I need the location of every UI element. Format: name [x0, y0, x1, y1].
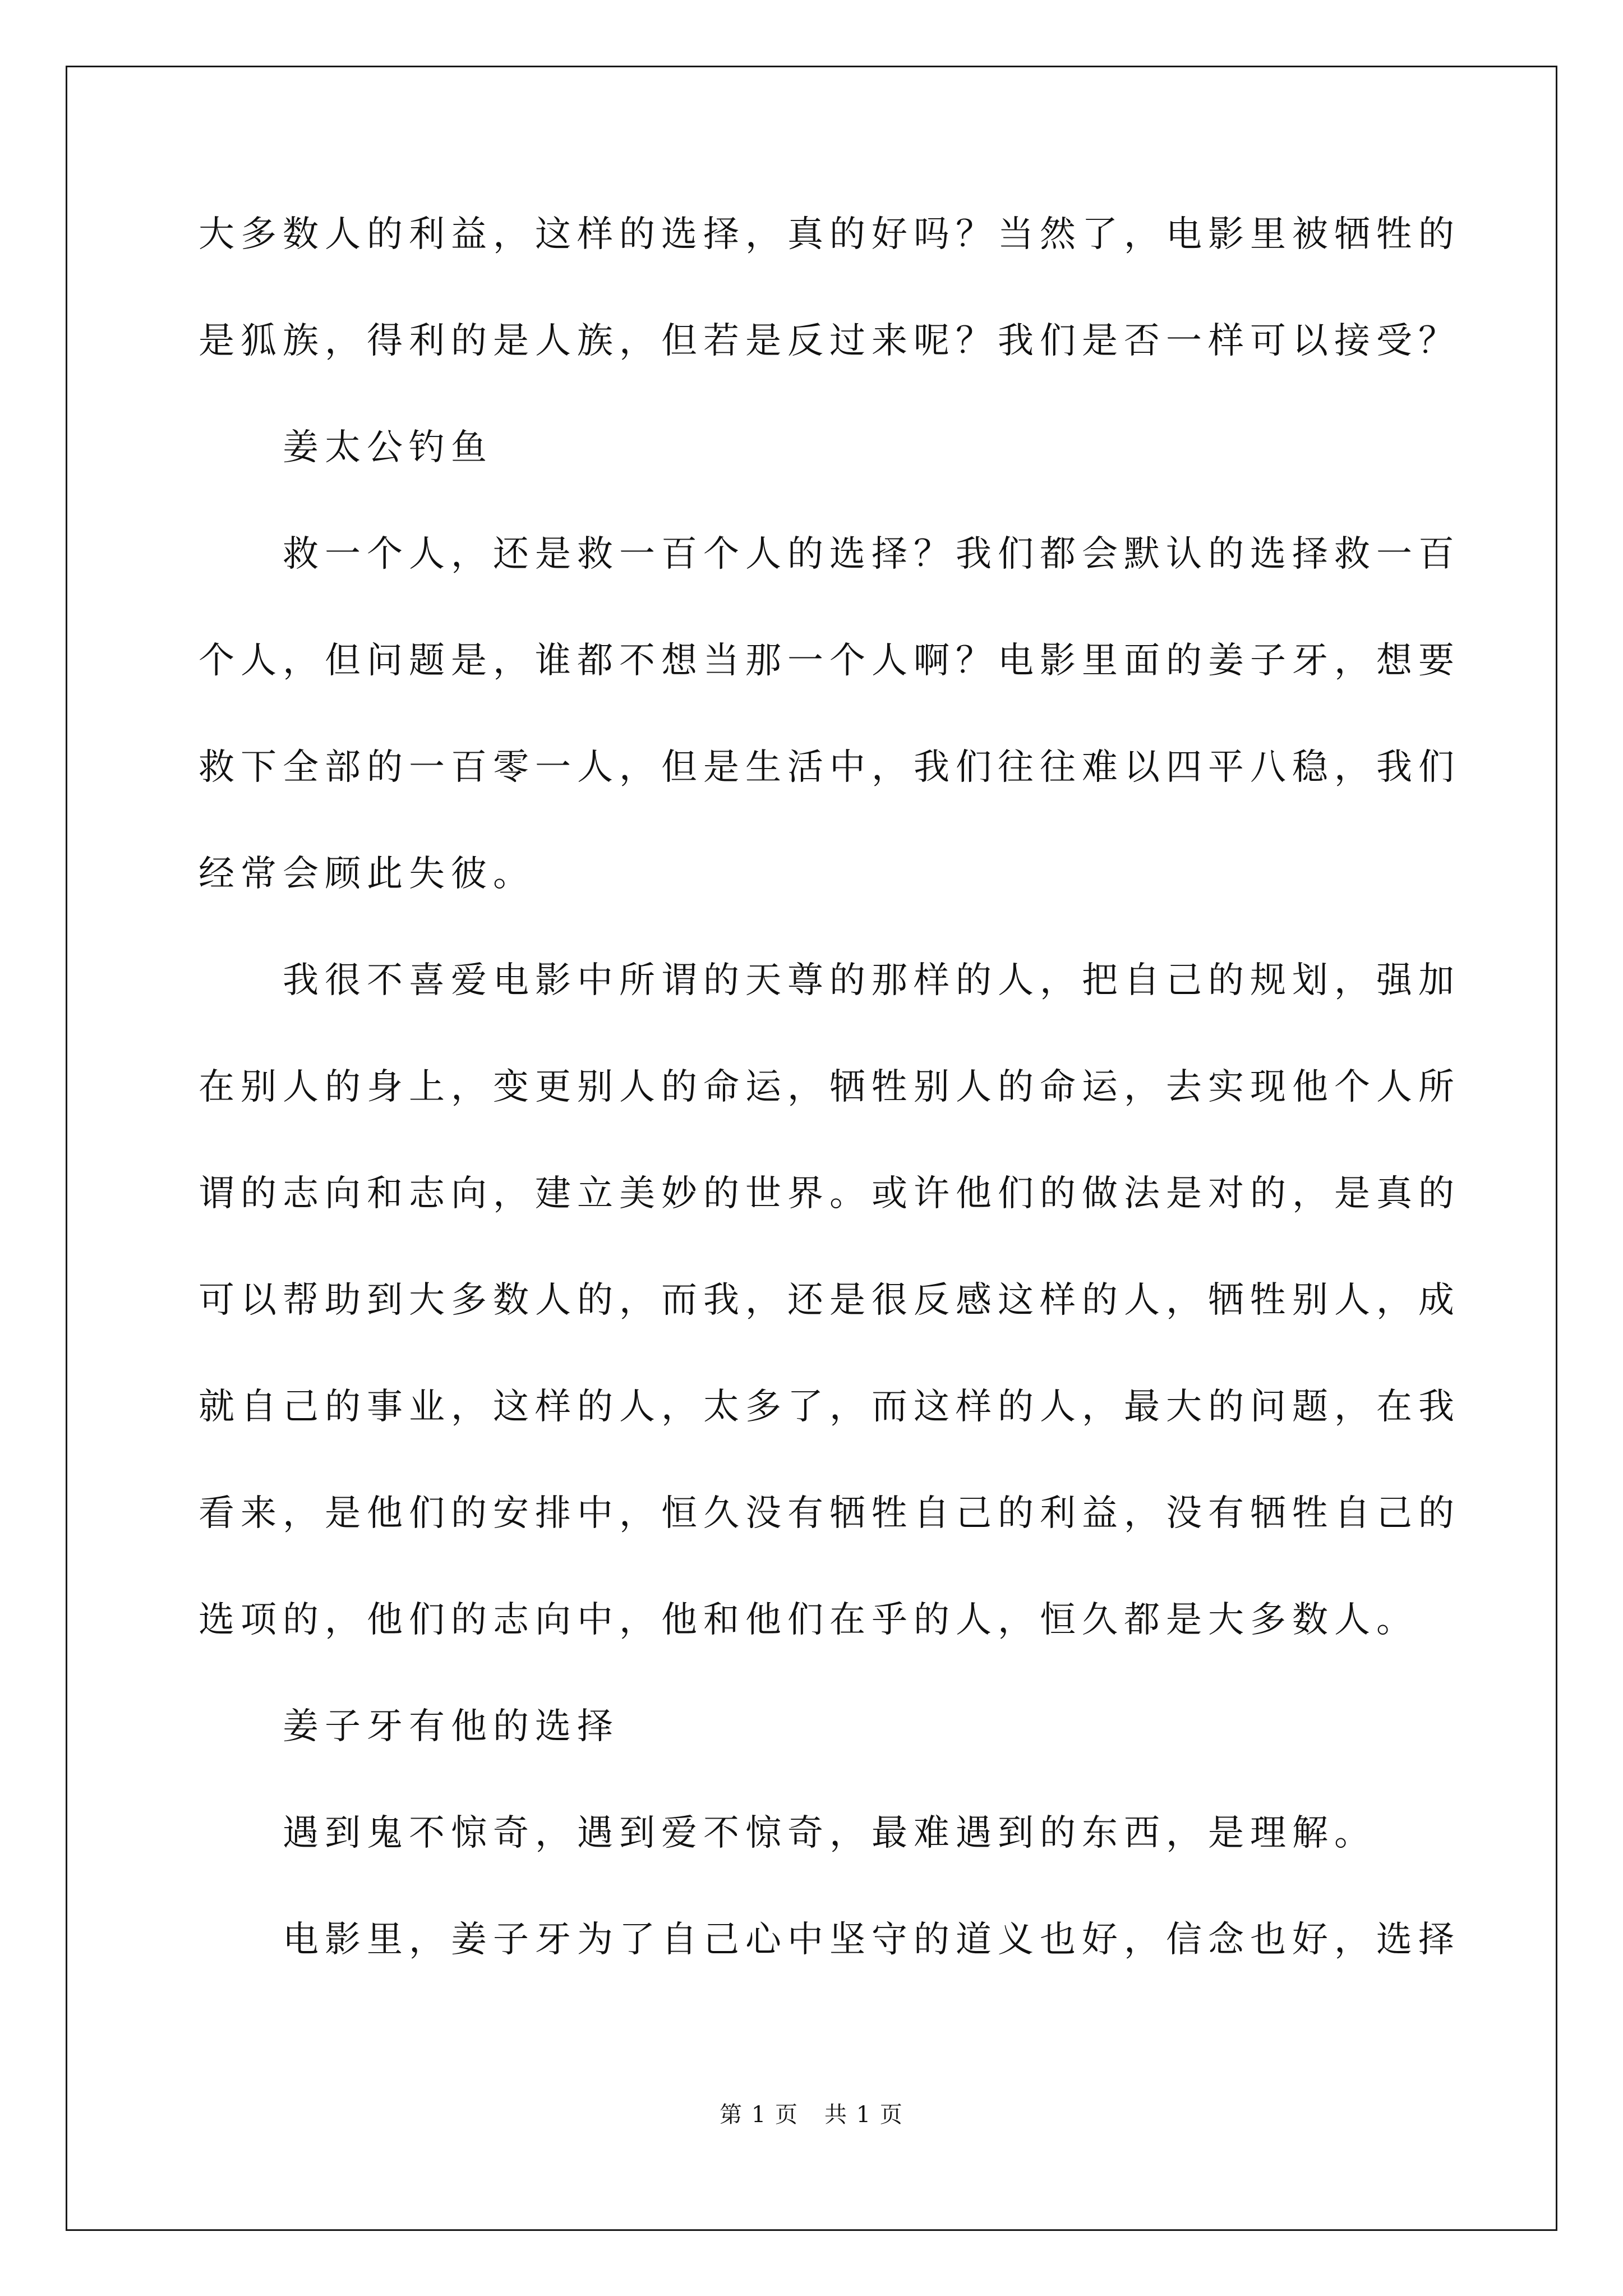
- text-line: 可以帮助到大多数人的，而我，还是很反感这样的人，牺牲别人，成: [199, 1280, 1460, 1321]
- page-number: 第 1 页: [720, 2102, 799, 2128]
- text-line: 经常会顾此失彼。: [199, 853, 535, 895]
- text-line: 救一个人，还是救一百个人的选择？我们都会默认的选择救一百: [283, 533, 1460, 575]
- text-line: 电影里，姜子牙为了自己心中坚守的道义也好，信念也好，选择: [283, 1919, 1460, 1961]
- text-line: 个人，但问题是，谁都不想当那一个人啊？电影里面的姜子牙，想要: [199, 640, 1460, 682]
- document-body: [199, 213, 1460, 2025]
- text-line: 是狐族，得利的是人族，但若是反过来呢？我们是否一样可以接受？: [199, 320, 1460, 362]
- text-line: 在别人的身上，变更别人的命运，牺牲别人的命运，去实现他个人所: [199, 1066, 1460, 1108]
- text-line: 大多数人的利益，这样的选择，真的好吗？当然了，电影里被牺牲的: [199, 214, 1460, 255]
- text-line: 看来，是他们的安排中，恒久没有牺牲自己的利益，没有牺牲自己的: [199, 1493, 1460, 1534]
- text-line: 就自己的事业，这样的人，太多了，而这样的人，最大的问题，在我: [199, 1386, 1460, 1428]
- text-line: 谓的志向和志向，建立美妙的世界。或许他们的做法是对的，是真的: [199, 1173, 1460, 1214]
- page-total: 共 1 页: [824, 2102, 903, 2128]
- text-line: 救下全部的一百零一人，但是生活中，我们往往难以四平八稳，我们: [199, 747, 1460, 788]
- text-line: 我很不喜爱电影中所谓的天尊的那样的人，把自己的规划，强加: [283, 960, 1460, 1001]
- section-heading: 姜子牙有他的选择: [283, 1706, 619, 1747]
- text-line: 遇到鬼不惊奇，遇到爱不惊奇，最难遇到的东西，是理解。: [283, 1812, 1376, 1854]
- section-heading: 姜太公钓鱼: [283, 427, 493, 468]
- page-footer: [0, 2097, 1623, 2129]
- text-line: 选项的，他们的志向中，他和他们在乎的人，恒久都是大多数人。: [199, 1599, 1418, 1641]
